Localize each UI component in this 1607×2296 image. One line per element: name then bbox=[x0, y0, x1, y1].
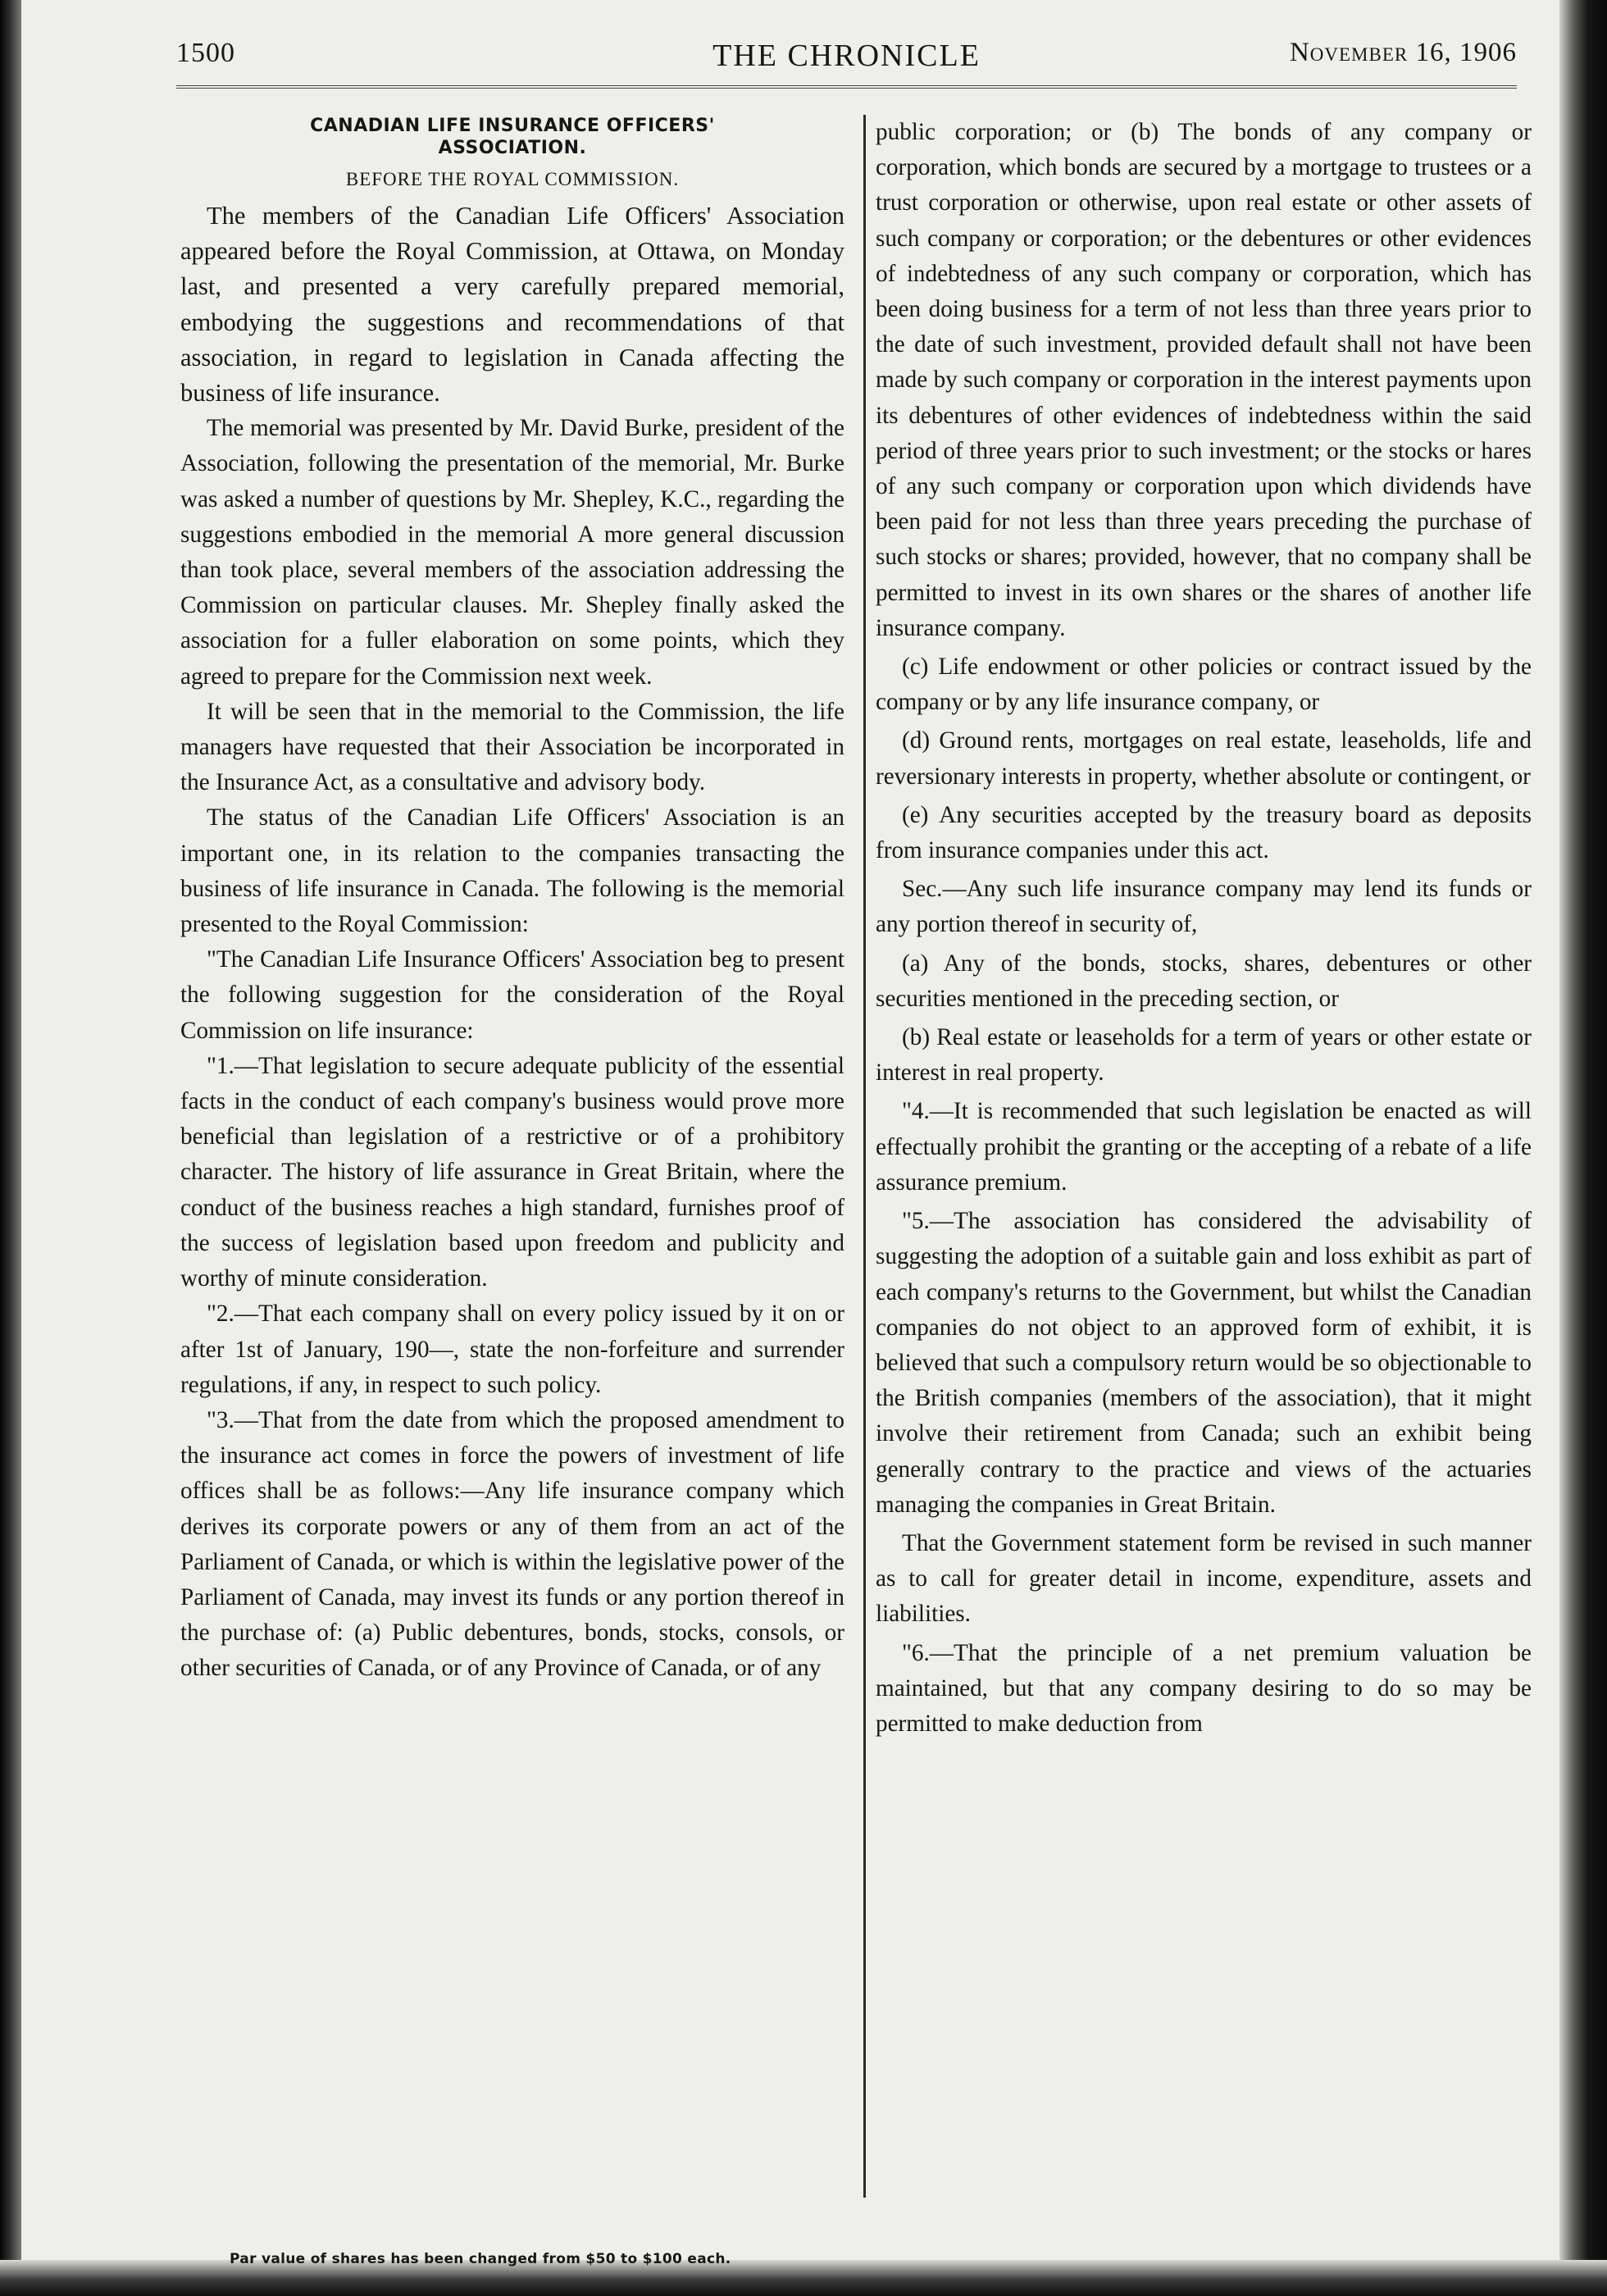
paragraph: The status of the Canadian Life Officers' Association is an important one, in its relation to the companies transacting the business of life insurance in Canada. The following is the memorial presented to the Royal Commission: bbox=[180, 804, 844, 938]
paragraph: (c) Life endowment or other policies or contract issued by the company or by any life insurance company, or bbox=[876, 654, 1532, 716]
paragraph: It will be seen that in the memorial to the Commission, the life managers have requested that their Association be incorporated in the Insurance Act, as a consultative and advisory body. bbox=[180, 698, 844, 796]
header-rule bbox=[176, 85, 1517, 89]
paragraph: "6.—That the principle of a net premium valuation be maintained, but that any company desiring to do so may be permitted to make deduction from bbox=[876, 1639, 1532, 1737]
section-heading: BEFORE THE ROYAL COMMISSION. bbox=[345, 169, 680, 189]
paragraph: Sec.—Any such life insurance company may lend its funds or any portion thereof in security of, bbox=[876, 876, 1532, 938]
paragraph: The memorial was presented by Mr. David Burke, president of the Association, following the presentation of the memorial, Mr. Burke was asked a number of questions by Mr. Shepley, K.C., regarding the suggestions embodied in the memorial A more general discussion than took place, several members of the association addressing the Commission on particular clauses. Mr. Shepley finally asked the association for a fuller elaboration on some points, which they agreed to prepare for the Commission next week. bbox=[180, 415, 844, 690]
paragraph: (b) Real estate or leaseholds for a term of years or other estate or interest in real property. bbox=[876, 1024, 1532, 1086]
paragraph: The members of the Canadian Life Officers' Association appeared before the Royal Commission, at Ottawa, on Monday last, and presented a very carefully prepared memorial, embodying the suggestions and recommendations of that association, in regard to legislation in Canada affecting the business of life insurance. bbox=[180, 202, 844, 408]
page-header bbox=[176, 38, 1517, 74]
paragraph: "1.—That legislation to secure adequate publicity of the essential facts in the conduct of each company's business would prove more beneficial than legislation of a restrictive or of a prohibitory character. The history of life assurance in Great Britain, where the conduct of the business reaches a high standard, furnishes proof of the success of legislation based upon freedom and publicity and worthy of minute consideration. bbox=[180, 1052, 844, 1292]
article-title bbox=[180, 115, 844, 159]
article-title-line-2: ASSOCIATION. bbox=[438, 138, 587, 158]
paragraph: (e) Any securities accepted by the treasury board as deposits from insurance companies under this act. bbox=[876, 801, 1532, 864]
paragraph: "2.—That each company shall on every policy issued by it on or after 1st of January, 190—, state the non-forfeiture and surrender regulations, if any, in respect to such policy. bbox=[180, 1301, 844, 1398]
paragraph: "The Canadian Life Insurance Officers' Association beg to present the following suggestion for the consideration of the Royal Commission on life insurance: bbox=[180, 946, 844, 1044]
publication-title: THE CHRONICLE bbox=[712, 39, 981, 73]
paragraph: (d) Ground rents, mortgages on real estate, leaseholds, life and reversionary interests in property, whether absolute or contingent, or bbox=[876, 727, 1532, 790]
paragraph: "5.—The association has considered the advisability of suggesting the adoption of a suitable gain and loss exhibit as part of each company's returns to the Government, but whilst the Canadian companies do not object to an approved form of exhibit, it is believed that such a compulsory return would be so objectionable to the British companies (members of the association), that it might involve their retirement from Canada; such an exhibit being generally contrary to the practice and views of the actuaries managing the companies in Great Britain. bbox=[876, 1208, 1532, 1518]
paragraph: "4.—It is recommended that such legislation be enacted as will effectually prohibit the granting or the accepting of a rebate of a life assurance premium. bbox=[876, 1098, 1532, 1196]
scan-right-edge bbox=[1559, 0, 1607, 2296]
column-divider bbox=[863, 115, 866, 2198]
scan-left-edge bbox=[0, 0, 21, 2296]
article-title-line-1: CANADIAN LIFE INSURANCE OFFICERS' bbox=[310, 116, 715, 136]
right-column bbox=[876, 115, 1532, 1742]
footnote: Par value of shares has been changed from $50 to $100 each. bbox=[230, 2251, 731, 2267]
issue-date: November 16, 1906 bbox=[1289, 38, 1517, 67]
paragraph: (a) Any of the bonds, stocks, shares, debentures or other securities mentioned in the preceding section, or bbox=[876, 950, 1532, 1012]
page-number: 1500 bbox=[176, 38, 235, 68]
paragraph: "3.—That from the date from which the proposed amendment to the insurance act comes in force the powers of investment of life offices shall be as follows:—Any life insurance company which derives its corporate powers or any of them from an act of the Parliament of Canada, or which is within the legislative power of the Parliament of Canada, may invest its funds or any portion thereof in the purchase of: (a) Public debentures, bonds, stocks, consols, or other securities of Canada, or of any Province of Canada, or of any bbox=[180, 1406, 844, 1682]
paragraph: public corporation; or (b) The bonds of any company or corporation, which bonds are secured by a mortgage to trustees or a trust corporation or otherwise, upon real estate or other assets of such company or corporation; or the debentures or other evidences of indebtedness of any such company or corporation, which has been doing business for a term of not less than three years prior to the date of such investment, provided default shall not have been made by such company or corporation in the interest payments upon its debentures of other evidences of indebtedness within the said period of three years prior to such investment; or the stocks or hares of any such company or corporation upon which dividends have been paid for not less than three years preceding the purchase of such stocks or shares; provided, however, that no company shall be permitted to invest in its own shares or the shares of another life insurance company. bbox=[876, 119, 1532, 641]
paragraph: That the Government statement form be revised in such manner as to call for greater detail in income, expenditure, assets and liabilities. bbox=[876, 1529, 1532, 1628]
left-column bbox=[180, 115, 844, 1687]
